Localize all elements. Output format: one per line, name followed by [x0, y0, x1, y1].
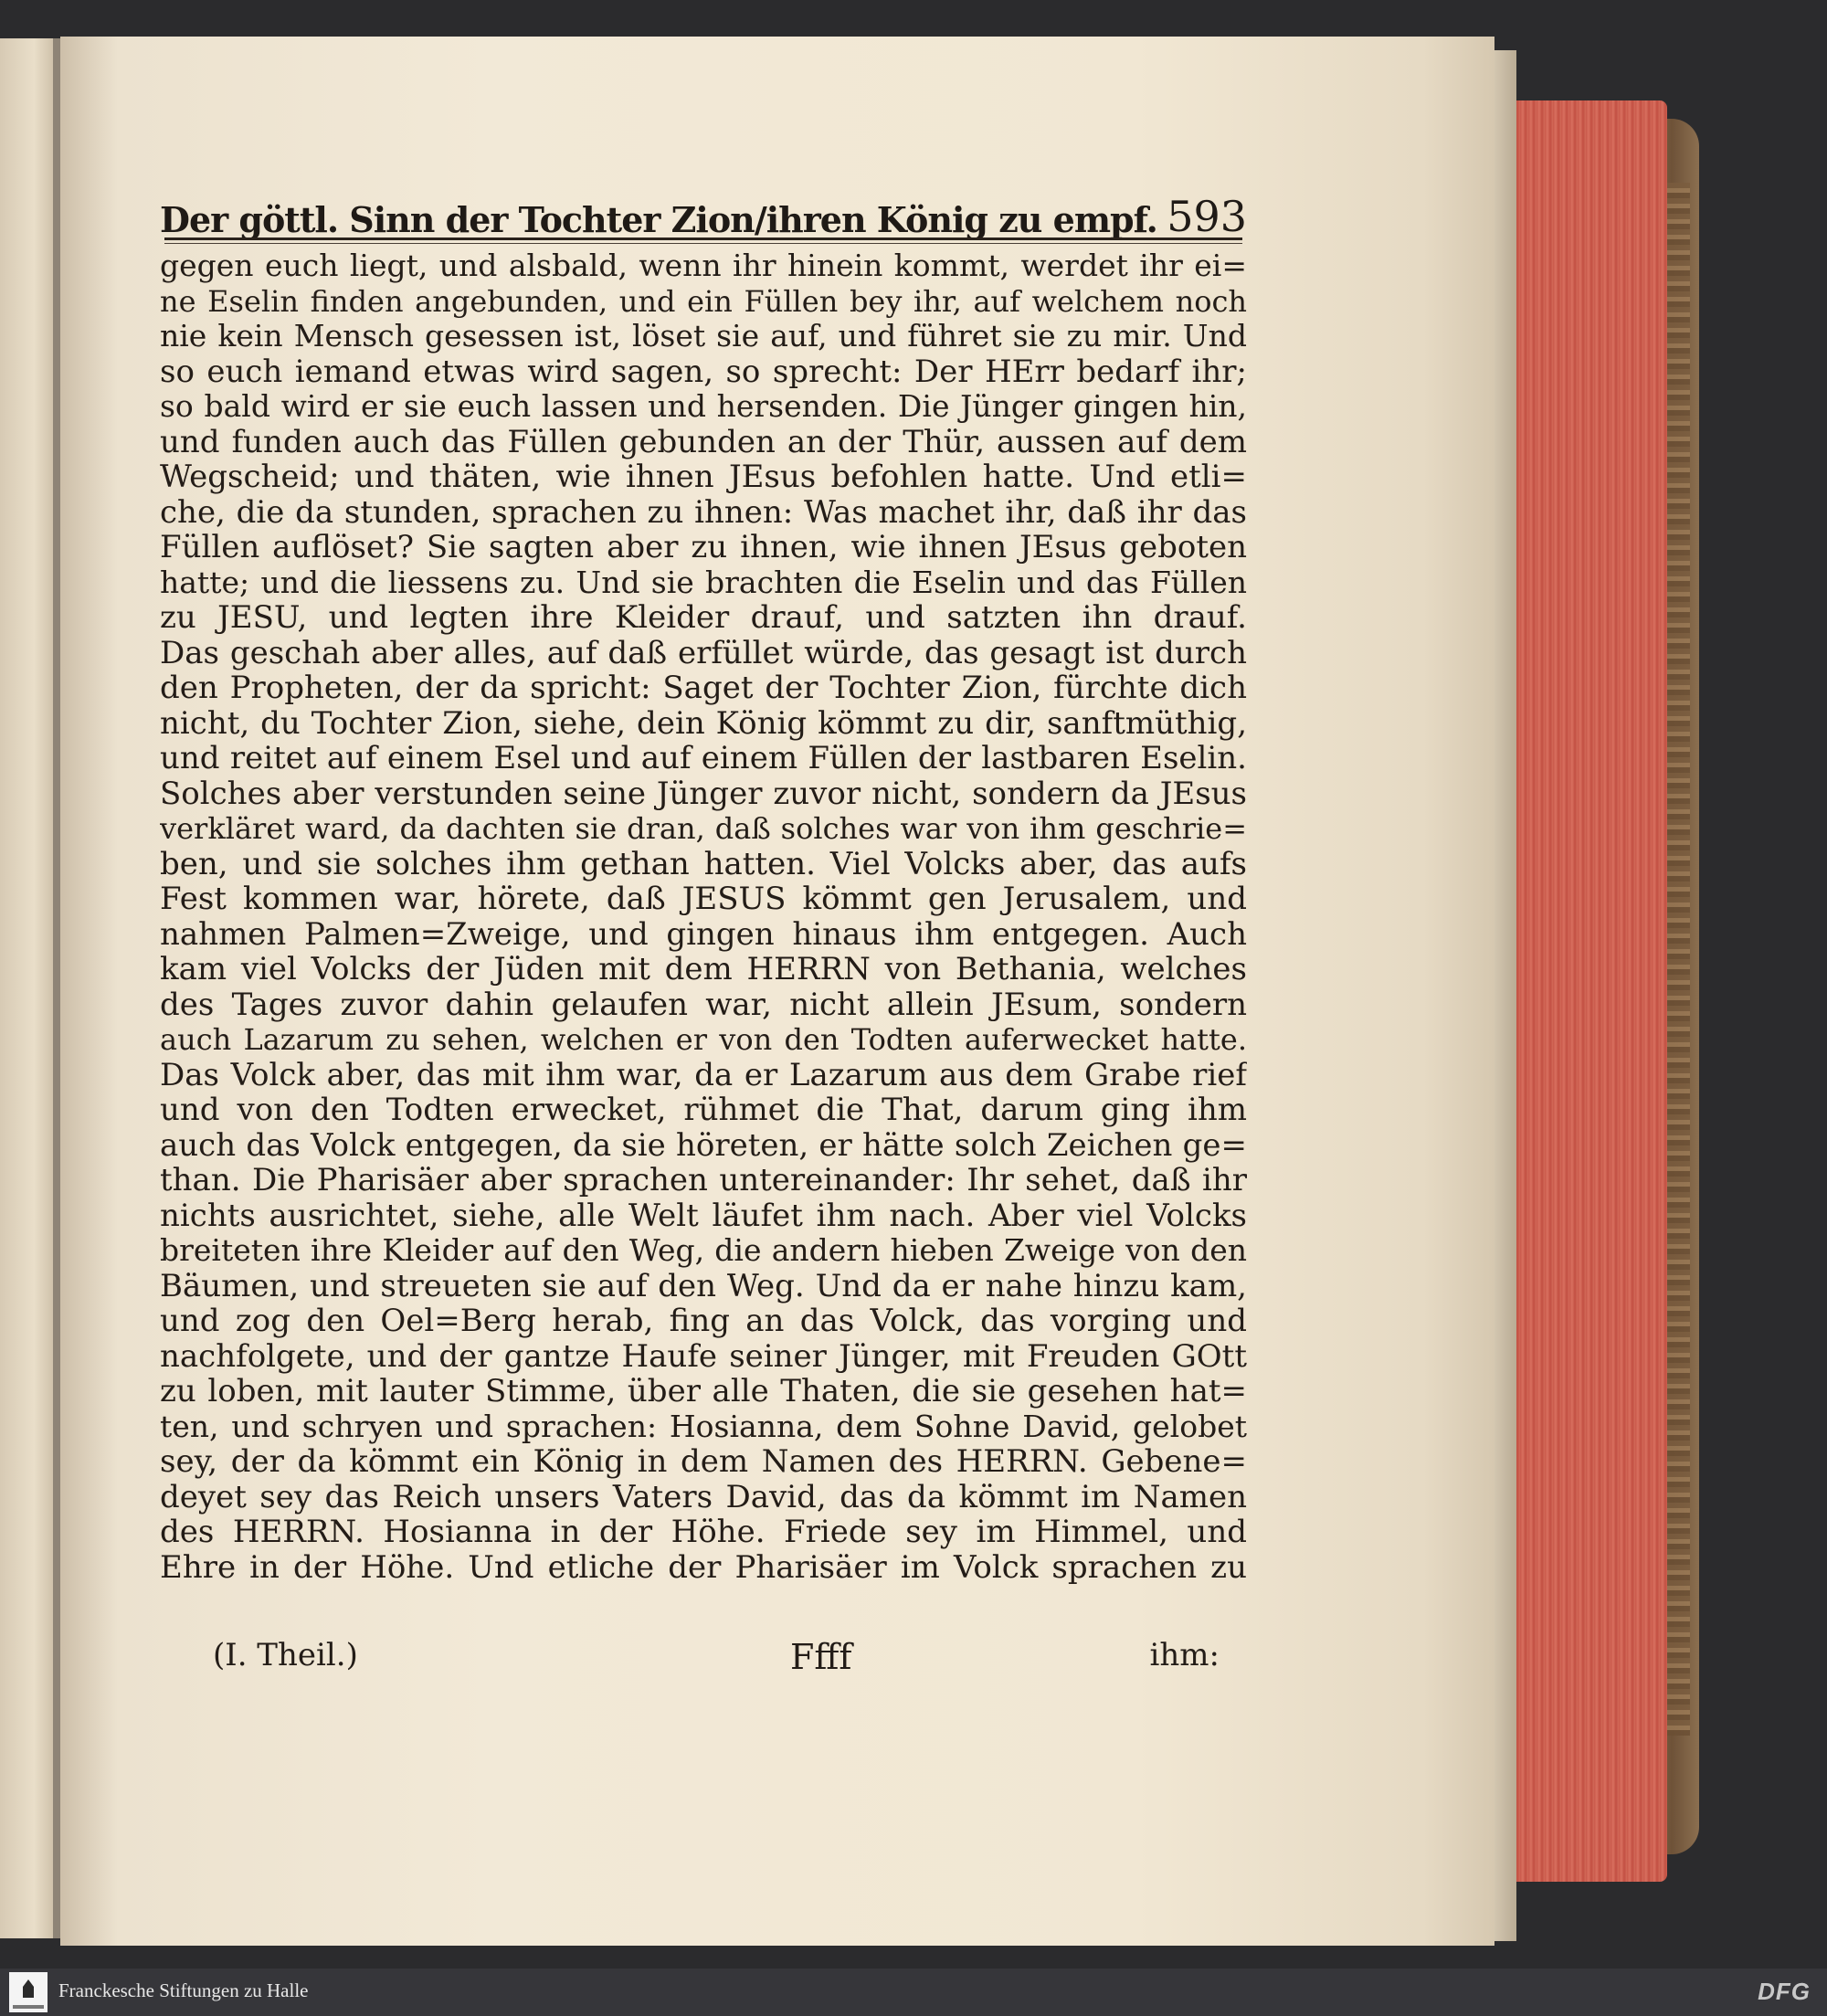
text-line: breiteten ihre Kleider auf den Weg, die andern hieben Zweige von den — [160, 1233, 1247, 1268]
text-line: und funden auch das Füllen gebunden an der Thür, aussen auf dem — [160, 424, 1247, 459]
catchword: ihm: — [1149, 1637, 1220, 1673]
text-line: den Propheten, der da spricht: Saget der Tochter Zion, fürchte dich — [160, 670, 1247, 706]
text-line: Ehre in der Höhe. Und etliche der Pharisäer im Volck sprachen zu — [160, 1549, 1247, 1585]
text-line: zu JESU, und legten ihre Kleider drauf, und satzten ihn drauf. — [160, 600, 1247, 636]
text-line: nichts ausrichtet, siehe, alle Welt läufet ihm nach. Aber viel Volcks — [160, 1198, 1247, 1233]
text-line: than. Die Pharisäer aber sprachen untereinander: Ihr sehet, daß ihr — [160, 1163, 1247, 1198]
viewer-banner — [0, 1969, 1827, 2016]
text-line: verkläret ward, da dachten sie dran, daß solches war von ihm geschrie= — [160, 811, 1247, 846]
page-footer — [160, 1637, 1220, 1681]
signature-mark: Ffff — [790, 1637, 852, 1677]
text-line: nie kein Mensch gesessen ist, löset sie auf, und führet sie zu mir. Und — [160, 319, 1247, 354]
text-line: nicht, du Tochter Zion, siehe, dein König kömmt zu dir, sanftmüthig, — [160, 705, 1247, 741]
text-line: zu loben, mit lauter Stimme, über alle Thaten, die sie gesehen hat= — [160, 1374, 1247, 1409]
text-line: nahmen Palmen=Zweige, und gingen hinaus ihm entgegen. Auch — [160, 916, 1247, 952]
text-line: des Tages zuvor dahin gelaufen war, nicht allein JEsum, sondern — [160, 987, 1247, 1022]
text-line: so bald wird er sie euch lassen und hersenden. Die Jünger gingen hin, — [160, 389, 1247, 424]
cover-texture — [1667, 183, 1690, 1736]
text-line: Bäumen, und streueten sie auf den Weg. Und da er nahe hinzu kam, — [160, 1268, 1247, 1304]
text-line: des HERRN. Hosianna in der Höhe. Friede sey im Himmel, und — [160, 1515, 1247, 1550]
text-line: Das geschah aber alles, auf daß erfüllet würde, das gesagt ist durch — [160, 635, 1247, 670]
text-line: ben, und sie solches ihm gethan hatten. Viel Volcks aber, das aufs — [160, 846, 1247, 881]
red-page-edges — [1512, 100, 1667, 1882]
text-line: auch das Volck entgegen, da sie höreten, er hätte solch Zeichen ge= — [160, 1127, 1247, 1163]
running-title: Der göttl. Sinn der Tochter Zion/ihren König zu empf. — [160, 199, 1157, 240]
text-line: Füllen auflöset? Sie sagten aber zu ihnen, wie ihnen JEsus geboten — [160, 530, 1247, 565]
text-line: deyet sey das Reich unsers Vaters David, das da kömmt im Namen — [160, 1479, 1247, 1515]
header-rule — [164, 237, 1242, 240]
text-line: auch Lazarum zu sehen, welchen er von den Todten auferwecket hatte. — [160, 1022, 1247, 1057]
text-line: und von den Todten erwecket, rühmet die That, darum ging ihm — [160, 1092, 1247, 1128]
page-number: 593 — [1167, 192, 1247, 241]
text-line: gegen euch liegt, und alsbald, wenn ihr hinein kommt, werdet ihr ei= — [160, 248, 1247, 283]
text-line: ne Eselin finden angebunden, und ein Füllen bey ihr, auf welchem noch — [160, 283, 1247, 319]
text-line: sey, der da kömmt ein König in dem Namen des HERRN. Gebene= — [160, 1444, 1247, 1480]
text-line: che, die da stunden, sprachen zu ihnen: Was machet ihr, daß ihr das — [160, 494, 1247, 530]
header-rule-thin — [164, 243, 1242, 244]
text-line: nachfolgete, und der gantze Haufe seiner Jünger, mit Freuden GOtt — [160, 1338, 1247, 1374]
text-line: Fest kommen war, hörete, daß JESUS kömmt gen Jerusalem, und — [160, 881, 1247, 917]
left-page-edge — [0, 38, 57, 1938]
text-line: Solches aber verstunden seine Jünger zuvor nicht, sondern da JEsus — [160, 776, 1247, 811]
text-line: Wegscheid; und thäten, wie ihnen JEsus befohlen hatte. Und etli= — [160, 459, 1247, 495]
text-line: ten, und schryen und sprachen: Hosianna, dem Sohne David, gelobet — [160, 1409, 1247, 1444]
spine-shadow — [53, 38, 60, 1938]
institution-name: Franckesche Stiftungen zu Halle — [58, 1979, 309, 2001]
text-line: kam viel Volcks der Jüden mit dem HERRN von Bethania, welches — [160, 952, 1247, 987]
dfg-logo: DFG — [1758, 1978, 1811, 2005]
text-line: hatte; und die liessens zu. Und sie brachten die Eselin und das Füllen — [160, 565, 1247, 600]
page-header — [160, 172, 1247, 241]
text-line: und reitet auf einem Esel und auf einem Füllen der lastbaren Eselin. — [160, 741, 1247, 776]
volume-mark: (I. Theil.) — [213, 1637, 358, 1673]
text-line: und zog den Oel=Berg herab, fing an das Volck, das vorging und — [160, 1304, 1247, 1339]
institution-logo-icon — [9, 1972, 48, 2012]
body-text — [160, 248, 1247, 1585]
text-line: so euch iemand etwas wird sagen, so sprecht: Der HErr bedarf ihr; — [160, 354, 1247, 389]
text-line: Das Volck aber, das mit ihm war, da er Lazarum aus dem Grabe rief — [160, 1057, 1247, 1092]
